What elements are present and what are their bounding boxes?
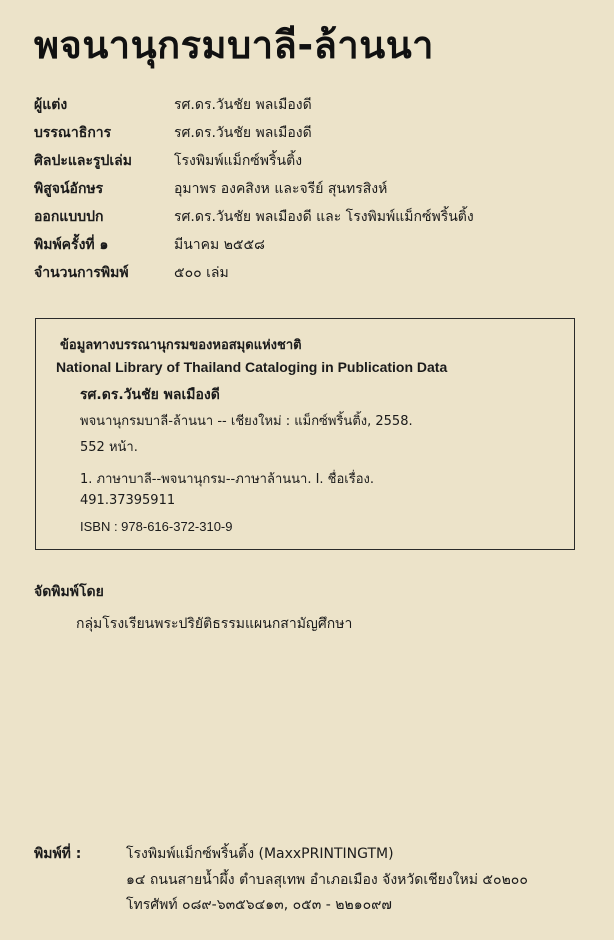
printer-phone: โทรศัพท์ ๐๘๙-๖๓๕๖๔๑๓, ๐๕๓ - ๒๒๑๐๙๗ xyxy=(126,897,392,913)
cip-publication: พจนานุกรมบาลี-ล้านนา -- เชียงใหม่ : แม็กซ์พริ้นติ้ง, 2558. xyxy=(80,414,413,429)
credit-label: จำนวนการพิมพ์ xyxy=(34,265,129,281)
credit-row-design xyxy=(34,150,594,178)
credit-label: ผู้แต่ง xyxy=(34,97,68,113)
credit-row-editor xyxy=(34,122,594,150)
cip-classification: 491.37395911 xyxy=(80,493,176,508)
cip-heading-thai: ข้อมูลทางบรรณานุกรมของหอสมุดแห่งชาติ xyxy=(60,338,302,353)
printer-label: พิมพ์ที่ : xyxy=(34,846,82,862)
credits-list xyxy=(34,94,594,290)
printer-address: ๑๔ ถนนสายน้ำผึ้ง ตำบลสุเทพ อำเภอเมือง จังหวัดเชียงใหม่ ๕๐๒๐๐ xyxy=(126,872,528,888)
credit-value: ๕๐๐ เล่ม xyxy=(174,265,229,281)
cip-subjects: 1. ภาษาบาลี--พจนานุกรม--ภาษาล้านนา. I. ชื่อเรื่อง. xyxy=(80,472,375,487)
credit-label: บรรณาธิการ xyxy=(34,125,112,141)
credit-label: ศิลปะและรูปเล่ม xyxy=(34,153,132,169)
credit-label: ออกแบบปก xyxy=(34,209,104,225)
credit-value: รศ.ดร.วันชัย พลเมืองดี xyxy=(174,97,312,113)
publisher-name: กลุ่มโรงเรียนพระปริยัติธรรมแผนกสามัญศึกษา xyxy=(76,616,353,632)
cip-author: รศ.ดร.วันชัย พลเมืองดี xyxy=(80,387,220,403)
book-title: พจนานุกรมบาลี-ล้านนา xyxy=(34,23,435,67)
credit-value: มีนาคม ๒๕๕๘ xyxy=(174,237,265,253)
credit-row-proofreading xyxy=(34,178,594,206)
publisher-label: จัดพิมพ์โดย xyxy=(34,584,104,600)
cip-heading-english: National Library of Thailand Cataloging in Publication Data xyxy=(56,359,448,375)
cip-data-box xyxy=(35,318,575,550)
credit-row-cover-design xyxy=(34,206,594,234)
cip-pages: 552 หน้า. xyxy=(80,440,138,455)
credit-value: อุมาพร องคสิงห และจรีย์ สุนทรสิงห์ xyxy=(174,181,388,197)
credit-label: พิมพ์ครั้งที่ ๑ xyxy=(34,237,109,253)
credit-value: รศ.ดร.วันชัย พลเมืองดี และ โรงพิมพ์แม็กซ์พริ้นติ้ง xyxy=(174,209,474,225)
cip-isbn: ISBN : 978-616-372-310-9 xyxy=(80,519,233,534)
printer-name: โรงพิมพ์แม็กซ์พริ้นติ้ง (MaxxPRINTINGTM) xyxy=(126,846,394,862)
credit-value: โรงพิมพ์แม็กซ์พริ้นติ้ง xyxy=(174,153,303,169)
credit-value: รศ.ดร.วันชัย พลเมืองดี xyxy=(174,125,312,141)
credit-label: พิสูจน์อักษร xyxy=(34,181,104,197)
credit-row-author xyxy=(34,94,594,122)
credit-row-print-run xyxy=(34,262,594,290)
credit-row-edition xyxy=(34,234,594,262)
